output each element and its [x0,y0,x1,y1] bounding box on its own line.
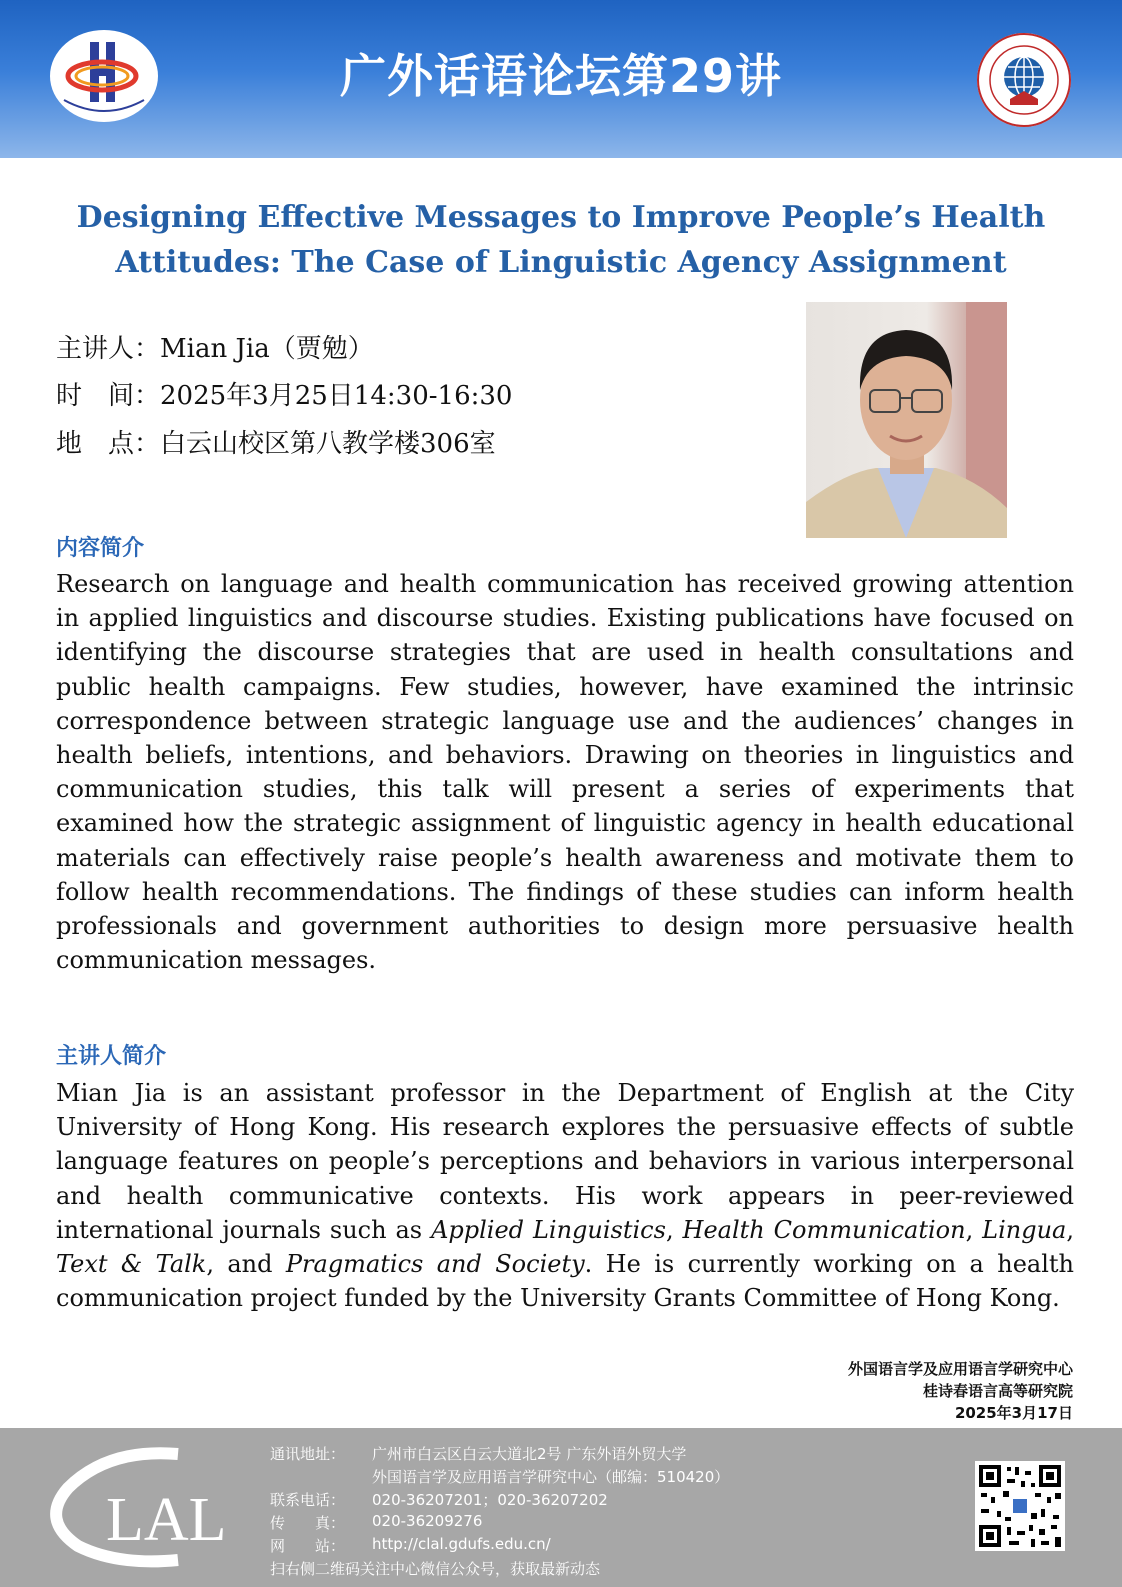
gdufs-globe-icon [977,33,1071,127]
bio-separator: , and [206,1250,286,1279]
speaker-portrait-image [806,302,1007,538]
bio-part-1: Mian Jia is an assistant professor in the Department of English at the City University of Hong Kong. His research explores the persuasive effects of subtle language features on people’s perceptions and behaviors in various interpersonal and health communicative contexts. His work appears in peer-reviewed international journals such as [56,1079,1074,1244]
journal-applied-linguistics: Applied Linguistics [431,1215,666,1244]
place-value: 白云山校区第八教学楼306室 [160,429,496,459]
place-line [56,423,496,460]
speaker-photo [806,302,1007,538]
issue-date: 2025年3月17日 [954,1404,1073,1422]
clal-logo-text: LAL [106,1486,227,1554]
bio-separator: , [1066,1215,1074,1244]
journal-health-communication: Health Communication [682,1215,966,1244]
phone-label: 联系电话： [270,1491,346,1509]
bio-part-2: . He is currently working on a health communication project funded by the University Grants Committee of Hong Kong. [56,1250,1074,1313]
journal-lingua: Lingua [982,1215,1067,1244]
fax-value: 020-36209276 [372,1512,483,1530]
talk-title [60,195,1062,285]
bio-text [56,1076,1074,1315]
talk-title-line-1: Designing Effective Messages to Improve People’s Health [76,200,1046,235]
address-label: 通讯地址： [270,1445,346,1463]
time-label: 时 间： [56,381,161,411]
wechat-note: 扫右侧二维码关注中心微信公众号，获取最新动态 [270,1560,601,1578]
time-line [56,375,512,412]
organizer-line-2: 桂诗春语言高等研究院 [922,1382,1073,1400]
website-label: 网 站： [270,1537,346,1555]
header-banner [0,0,1122,158]
journal-pragmatics-and-society: Pragmatics and Society [285,1250,585,1279]
journal-text-and-talk: Text & Talk [56,1250,207,1279]
forum-title: 广外话语论坛第29讲 [339,49,782,103]
fax-label: 传 真： [270,1514,346,1532]
place-label: 地 点： [56,429,161,459]
footer-bar [0,1428,1122,1587]
wechat-qr-code[interactable] [975,1461,1065,1551]
speaker-label: 主讲人： [56,334,161,364]
address-value-2: 外国语言学及应用语言学研究中心（邮编：510420） [372,1468,730,1486]
abstract-text: Research on language and health communication has received growing attention in applied linguistics and discourse studies. Existing publications have focused on identifying the discourse strategies that are used in health consultations and public health campaigns. Few studies, however, have examined the intrinsic correspondence between strategic language use and the audiences’ changes in health beliefs, intentions, and behaviors. Drawing on theories in linguistics and communication studies, this talk will present a series of experiments that examined how the strategic assignment of linguistic agency in health educational materials can effectively raise people’s health awareness and motivate them to follow health recommendations. The findings of these studies can inform health professionals and government authorities to design more persuasive health communication messages. [56,570,1074,975]
clal-logo [48,1438,268,1568]
website-link[interactable]: http://clal.gdufs.edu.cn/ [372,1535,551,1553]
qr-code-icon [975,1461,1065,1551]
bio-separator: , [965,1215,983,1244]
phone-value: 020-36207201；020-36207202 [372,1491,608,1509]
gdufs-logo [977,33,1071,127]
time-value: 2025年3月25日14:30-16:30 [160,381,513,411]
address-value-1: 广州市白云区白云大道北2号 广东外语外贸大学 [372,1445,687,1463]
abstract-heading: 内容简介 [56,536,145,561]
talk-title-line-2: Attitudes: The Case of Linguistic Agency Assignment [115,245,1007,280]
speaker-line [56,328,374,365]
organizer-line-1: 外国语言学及应用语言学研究中心 [847,1360,1073,1378]
bio-heading: 主讲人简介 [56,1044,167,1069]
bio-separator: , [665,1215,683,1244]
speaker-value: Mian Jia（贾勉） [160,334,374,364]
